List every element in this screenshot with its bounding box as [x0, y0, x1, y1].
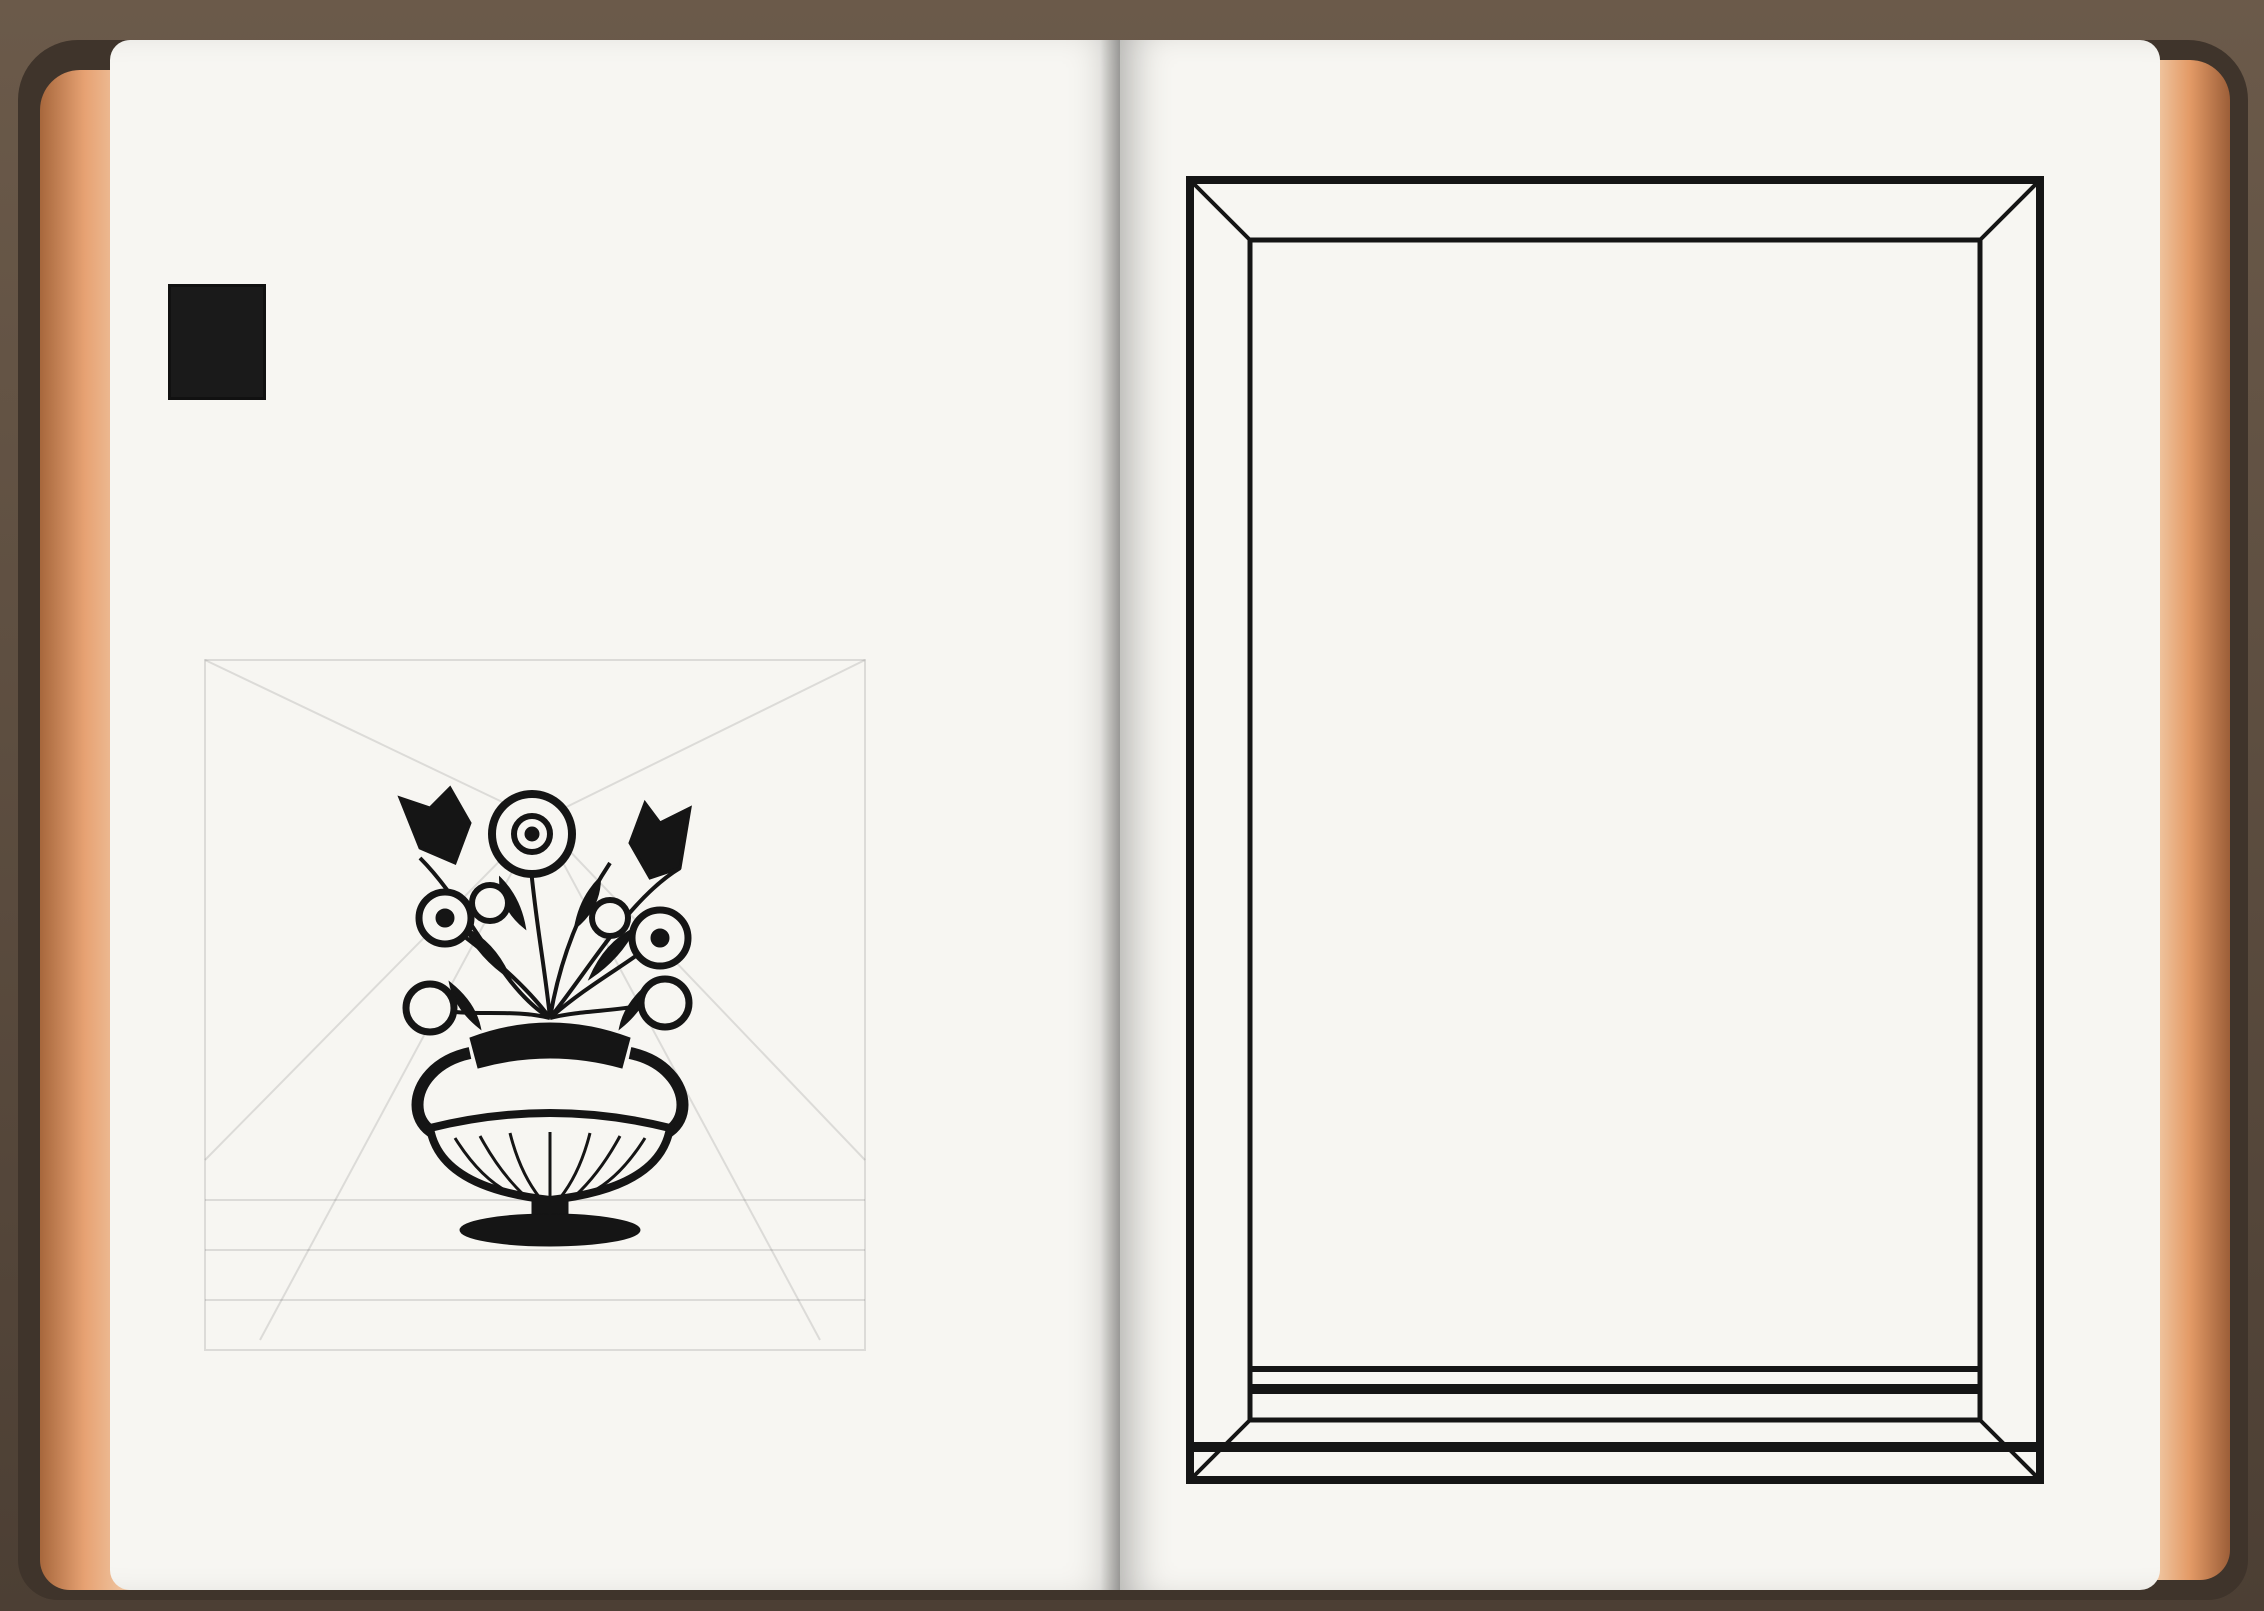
drop-cap-initial [168, 284, 266, 400]
right-page [1120, 40, 2160, 1590]
paragraph-1-lead [274, 284, 974, 419]
vase-of-flowers-illustration [360, 768, 740, 1248]
garden-plan-diagram [1260, 262, 1910, 1262]
left-page [110, 40, 1120, 1590]
right-page-edges [2150, 60, 2230, 1580]
